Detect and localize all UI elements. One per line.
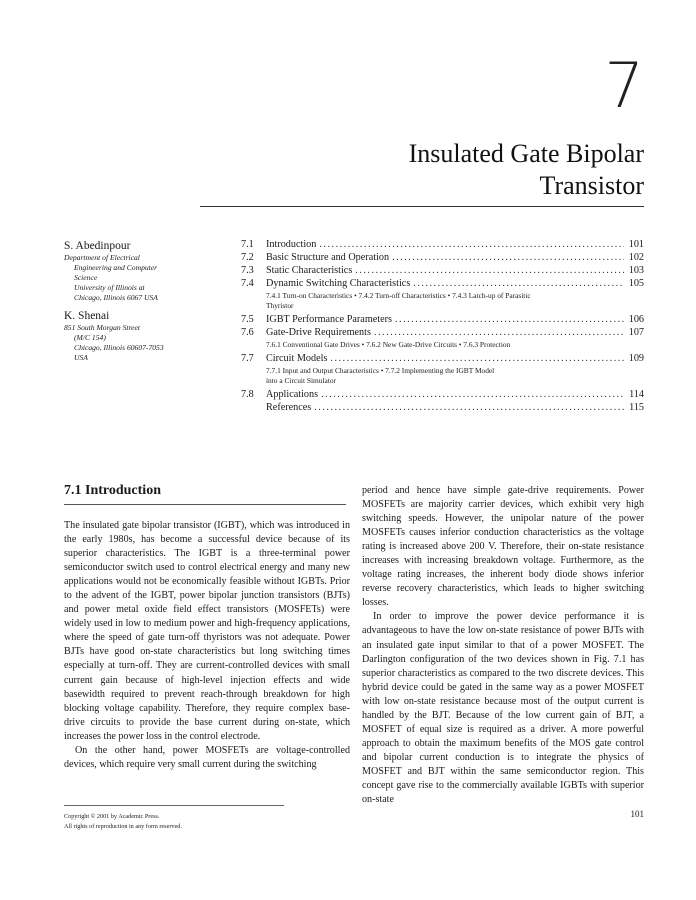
toc-entry[interactable] (241, 238, 644, 251)
toc-subsection-line: 7.4.1 Turn-on Characteristics • 7.4.2 Turn-off Characteristics • 7.4.3 Latch-up of Parasitic (266, 291, 531, 300)
affiliation-line: Department of Electrical (64, 253, 140, 262)
toc-entry-page: 115 (629, 402, 644, 413)
toc-dot-leader (392, 251, 624, 264)
toc-dot-leader (330, 352, 624, 365)
author-list (64, 239, 244, 363)
toc-entry-title: Applications (266, 389, 319, 400)
toc-dot-leader (413, 277, 624, 290)
toc-subsections (266, 290, 644, 313)
toc-subsection-line: Thyristor (266, 301, 294, 310)
table-of-contents (241, 238, 644, 414)
toc-subsection-line: 7.6.1 Conventional Gate Drives • 7.6.2 New Gate-Drive Circuits • 7.6.3 Protection (266, 340, 511, 349)
title-divider (200, 206, 644, 207)
body-paragraph: On the other hand, power MOSFETs are voltage-controlled devices, which require very small current during the switching (64, 744, 350, 770)
toc-entry[interactable] (241, 352, 644, 365)
toc-dot-leader (374, 326, 624, 339)
toc-entry-page: 103 (628, 265, 644, 276)
toc-entry-title: Circuit Models (266, 353, 328, 364)
toc-entry-number: 7.3 (241, 265, 254, 276)
toc-entry-title: Gate-Drive Requirements (266, 327, 371, 338)
toc-entry-page: 114 (629, 389, 644, 400)
chapter-title-line-1: Insulated Gate Bipolar (408, 139, 644, 168)
body-column-right (362, 484, 644, 807)
toc-entry-title: Dynamic Switching Characteristics (266, 278, 411, 289)
toc-entry-title: Introduction (266, 239, 317, 250)
toc-entry-title: References (266, 402, 312, 413)
toc-entry-number: 7.6 (241, 327, 254, 338)
body-paragraph: In order to improve the power device performance it is advantageous to have the low on-state resistance of power BJTs with an insulated gate input similar to that of a power MOSFET. The Darlington configuration of the two devices shown in Fig. 7.1 has superior characteristics as compared to the two discrete devices. This hybrid device could be gated in the same way as a power MOSFET with low on-state resistance because most of the output current is handled by the BJT. Because of the low current gain of BJT, a MOSFET of equal size is required as a driver. A more powerful approach to obtain the maximum benefits of the MOS gate control and bipolar current conduction is to integrate the physics of MOSFET and BJT within the same semiconductor region. This concept gave rise to the commercially available IGBTs with superior on-state (362, 611, 644, 806)
toc-entry-page: 105 (628, 278, 644, 289)
copyright-notice (64, 812, 182, 832)
affiliation-line: USA (74, 353, 88, 362)
toc-entry-number: 7.2 (241, 252, 254, 263)
affiliation-line: 851 South Morgan Street (64, 323, 141, 332)
toc-entry[interactable] (241, 401, 644, 414)
toc-entry-number: 7.1 (241, 239, 254, 250)
page-number: 101 (630, 809, 644, 819)
author-name: S. Abedinpour (64, 240, 131, 252)
author-name: K. Shenai (64, 310, 110, 322)
toc-dot-leader (395, 313, 624, 326)
toc-dot-leader (319, 238, 624, 251)
body-paragraph: The insulated gate bipolar transistor (IGBT), which was introduced in the early 1980s, has become a successful device because of its superior characteristics. The IGBT is a three-terminal power semiconductor switch used to control electrical energy and many new applications would not be economically feasible without IGBTs. Prior to the advent of the IGBT, power bipolar junction transistors (BJTs) and power metal oxide field effect transistors (MOSFETs) were widely used in low to medium power and high-frequency applications, where the speed of gate turn-off thyristors was not adequate. Power BJTs have good on-state characteristics but long switching times especially at turn-off. They are current-controlled devices with small current gain because of high-level injection effects and wide basewidth required to prevent reach-through breakdown for high blocking voltage capability. Therefore, they require complex base-drive circuits to provide the base current during on-state, which increases the power loss in the control electrode. (64, 520, 350, 742)
toc-entry[interactable] (241, 264, 644, 277)
affiliation-line: (M/C 154) (74, 333, 106, 342)
chapter-title (300, 138, 644, 202)
affiliation-line: Chicago, Illinois 60607-7053 (74, 343, 164, 352)
section-heading-rule (64, 504, 346, 505)
author-block (64, 309, 244, 363)
toc-subsection-line: into a Circuit Simulator (266, 376, 336, 385)
toc-entry[interactable] (241, 313, 644, 326)
section-heading: 7.1 Introduction (64, 483, 161, 498)
author-block (64, 239, 244, 303)
toc-dot-leader (355, 264, 624, 277)
toc-entry-number: 7.8 (241, 389, 254, 400)
copyright-line: All rights of reproduction in any form reserved. (64, 823, 182, 830)
toc-entry-page: 109 (628, 353, 644, 364)
toc-entry-title: Basic Structure and Operation (266, 252, 390, 263)
toc-entry-number: 7.7 (241, 353, 254, 364)
toc-entry[interactable] (241, 326, 644, 339)
toc-subsections (266, 339, 644, 352)
affiliation-line: Chicago, Illinois 6067 USA (74, 293, 158, 302)
body-column-left (64, 519, 350, 772)
toc-entry-page: 101 (628, 239, 644, 250)
toc-dot-leader (314, 401, 624, 414)
toc-dot-leader (321, 388, 624, 401)
toc-entry-title: IGBT Performance Parameters (266, 314, 392, 325)
toc-entry[interactable] (241, 251, 644, 264)
author-affiliation (64, 323, 244, 363)
toc-entry-page: 107 (628, 327, 644, 338)
affiliation-line: University of Illinois at (74, 283, 145, 292)
chapter-number: 7 (604, 49, 644, 122)
body-paragraph: period and hence have simple gate-drive requirements. Power MOSFETs are majority carrier devices, which exhibit very high switching speeds. However, the unipolar nature of the power MOSFETs causes inferior conduction characteristics as the voltage rating is increased above 200 V. Therefore, their on-state resistance increases with increasing breakdown voltage. Furthermore, as the voltage rating increases, the inherent body diode shows inferior reverse recovery characteristics, which leads to higher switching losses. (362, 485, 644, 609)
toc-entry-page: 102 (628, 252, 644, 263)
toc-entry[interactable] (241, 277, 644, 290)
toc-entry-title: Static Characteristics (266, 265, 353, 276)
toc-entry[interactable] (241, 388, 644, 401)
affiliation-line: Engineering and Computer (74, 263, 158, 272)
copyright-line: Copyright © 2001 by Academic Press. (64, 813, 160, 820)
author-affiliation (64, 253, 244, 303)
toc-entry-number: 7.4 (241, 278, 254, 289)
chapter-title-line-2: Transistor (539, 171, 644, 200)
toc-entry-page: 106 (628, 314, 644, 325)
toc-entry-number: 7.5 (241, 314, 254, 325)
toc-subsections (266, 365, 644, 388)
footnote-rule (64, 805, 284, 806)
toc-subsection-line: 7.7.1 Input and Output Characteristics • 7.7.2 Implementing the IGBT Model (266, 366, 495, 375)
affiliation-line: Science (74, 273, 98, 282)
